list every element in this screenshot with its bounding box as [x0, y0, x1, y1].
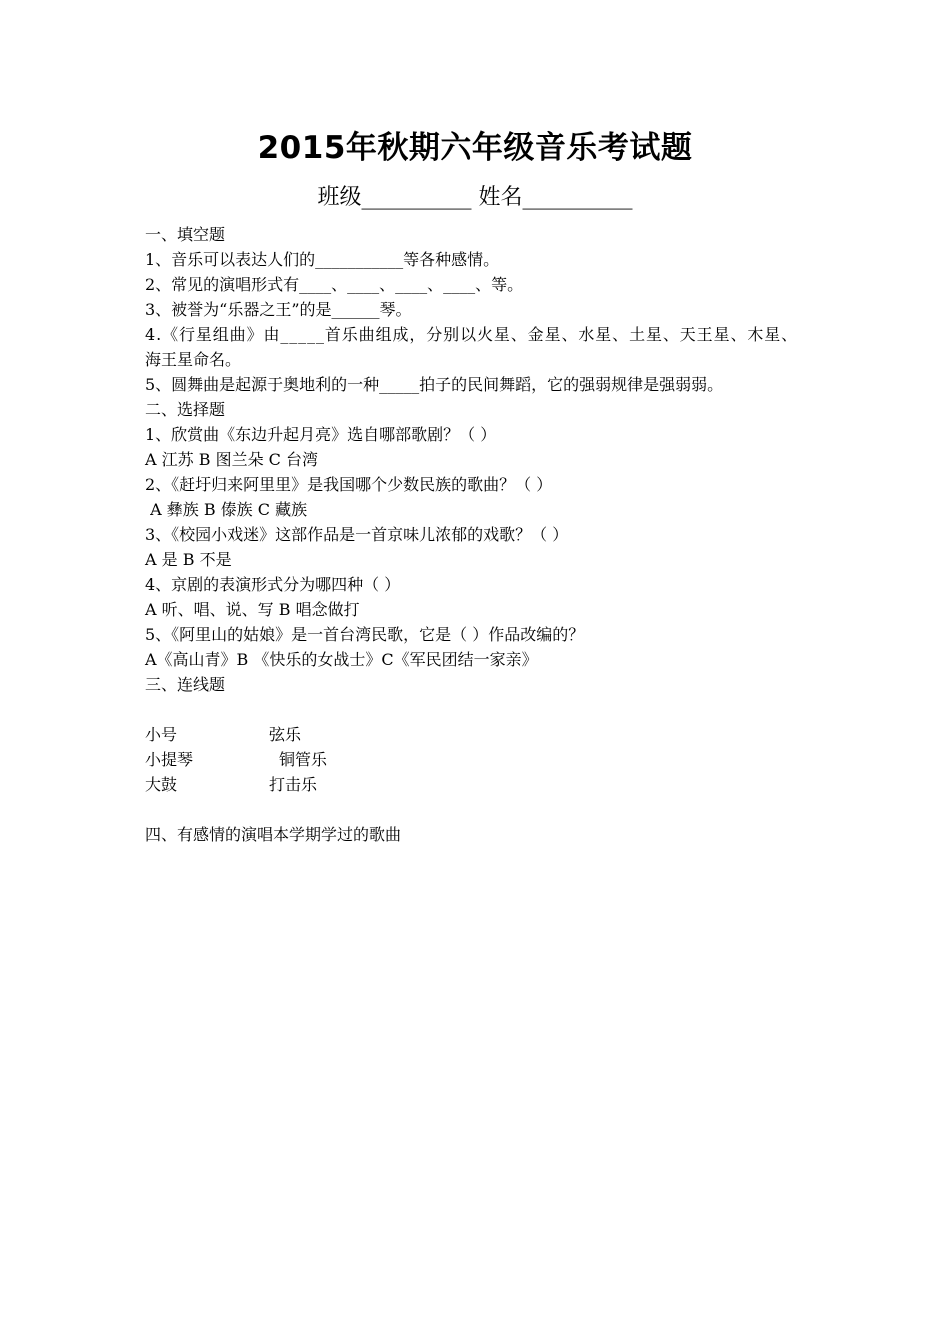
choice-question-2: 2、《赶圩归来阿里里》是我国哪个少数民族的歌曲？（ ） [145, 475, 553, 494]
page-title: 2015年秋期六年级音乐考试题 [257, 130, 693, 166]
section-heading-fill-in: 一、填空题 [145, 225, 226, 244]
class-name-line: 班级__________ 姓名__________ [317, 185, 633, 210]
exam-body [145, 222, 835, 847]
fill-question-1: 1、音乐可以表达人们的___________等各种感情。 [145, 250, 500, 269]
matching-right-item: 弦乐 [269, 725, 302, 744]
choice-question-5: 5、《阿里山的姑娘》是一首台湾民歌，它是（ ）作品改编的？ [145, 625, 585, 644]
choice-question-2-options: A 彝族 B 傣族 C 藏族 [145, 500, 308, 519]
matching-left-item: 小提琴 [145, 750, 194, 769]
choice-question-4: 4、京剧的表演形式分为哪四种（ ） [145, 575, 401, 594]
fill-question-2: 2、常见的演唱形式有____、____、____、____、等。 [145, 275, 524, 294]
choice-question-3: 3、《校园小戏迷》这部作品是一首京味儿浓郁的戏歌？（ ） [145, 525, 569, 544]
matching-right-item: 打击乐 [269, 775, 318, 794]
spacer [145, 697, 835, 722]
choice-question-1-options: A 江苏 B 图兰朵 C 台湾 [145, 450, 318, 469]
matching-right-item: 铜管乐 [279, 750, 328, 769]
matching-left-item: 大鼓 [145, 775, 178, 794]
matching-left-item: 小号 [145, 725, 178, 744]
section-heading-multiple-choice: 二、选择题 [145, 400, 226, 419]
fill-question-4-line-1: 4.《行星组曲》由_____首乐曲组成，分别以火星、金星、水星、土星、天王星、木星、 [145, 325, 799, 344]
section-heading-singing: 四、有感情的演唱本学期学过的歌曲 [145, 825, 402, 844]
fill-question-3: 3、被誉为“乐器之王”的是______琴。 [145, 300, 412, 319]
matching-row [145, 747, 835, 772]
choice-question-3-options: A 是 B 不是 [145, 550, 232, 569]
spacer [145, 797, 835, 822]
choice-question-1: 1、欣赏曲《东边升起月亮》选自哪部歌剧？（ ） [145, 425, 497, 444]
matching-row [145, 722, 835, 747]
section-heading-matching: 三、连线题 [145, 675, 226, 694]
fill-question-4-line-2: 海王星命名。 [145, 350, 242, 369]
choice-question-5-options: A《高山青》B 《快乐的女战士》C《军民团结一家亲》 [145, 650, 538, 669]
matching-row [145, 772, 835, 797]
choice-question-4-options: A 听、唱、说、写 B 唱念做打 [145, 600, 360, 619]
fill-question-5: 5、圆舞曲是起源于奥地利的一种_____拍子的民间舞蹈，它的强弱规律是强弱弱。 [145, 375, 724, 394]
